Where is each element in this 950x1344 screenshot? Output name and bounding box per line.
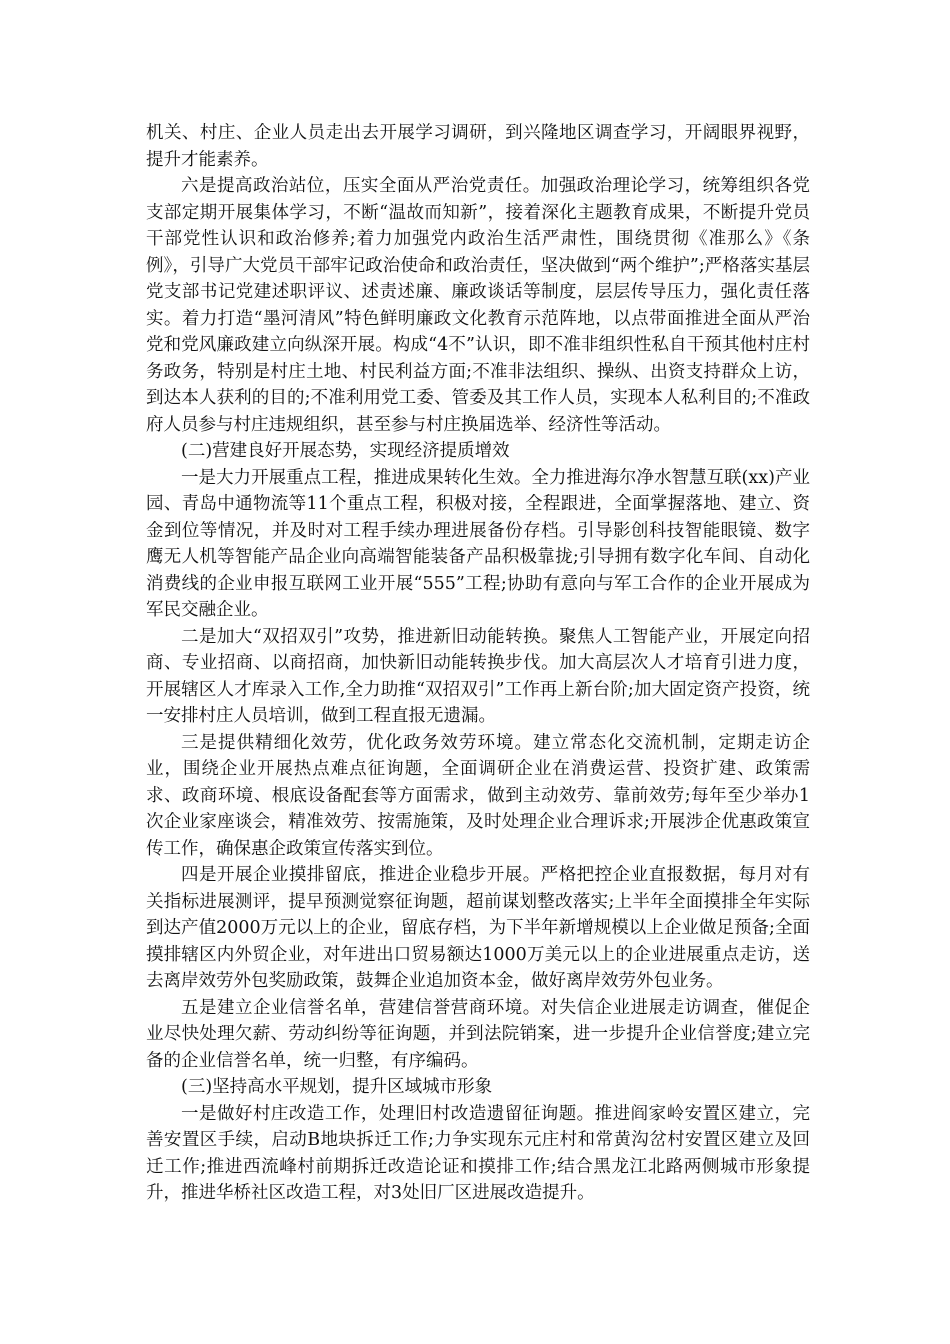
paragraph-7: 五是建立企业信誉名单，营建信誉营商环境。对失信企业进展走访调查，催促企业尽快处理欠薪、劳动纠纷等征询题，并到法院销案，进一步提升企业信誉度;建立完备的企业信誉名单，统一归整，有序编码。 xyxy=(146,997,810,1071)
section-heading-3: (三)坚持高水平规划，提升区域城市形象 xyxy=(181,1077,493,1097)
paragraph-9: 一是做好村庄改造工作，处理旧村改造遗留征询题。推进阎家岭安置区建立，完善安置区手续，启动B地块拆迁工作;力争实现东元庄村和常黄沟岔村安置区建立及回迁工作;推进西流峰村前期拆迁改造论证和摸排工作;结合黑龙江北路两侧城市形象提升，推进华桥社区改造工程，对3处旧厂区进展改造提升。 xyxy=(146,1103,810,1203)
paragraph-5: 三是提供精细化效劳，优化政务效劳环境。建立常态化交流机制，定期走访企业，围绕企业开展热点难点征询题，全面调研企业在消费运营、投资扩建、政策需求、政商环境、根底设备配套等方面需求，做到主动效劳、靠前效劳;每年至少举办1次企业家座谈会，精准效劳、按需施策，及时处理企业合理诉求;开展涉企优惠政策宣传工作，确保惠企政策宣传落实到位。 xyxy=(146,732,810,859)
section-heading-2: (二)营建良好开展态势，实现经济提质增效 xyxy=(181,441,510,461)
paragraph-3: 一是大力开展重点工程，推进成果转化生效。全力推进海尔净水智慧互联(xx)产业园、青岛中通物流等11个重点工程，积极对接，全程跟进，全面掌握落地、建立、资金到位等情况，并及时对工程手续办理进展备份存档。引导影创科技智能眼镜、数字鹰无人机等智能产品企业向高端智能装备产品积极靠拢;引导拥有数字化车间、自动化消费线的企业申报互联网工业开展“555”工程;协助有意向与军工合作的企业开展成为军民交融企业。 xyxy=(146,467,810,620)
document-page xyxy=(146,120,810,1207)
paragraph-1: 六是提高政治站位，压实全面从严治党责任。加强政治理论学习，统筹组织各党支部定期开展集体学习，不断“温故而知新”，接着深化主题教育成果，不断提升党员干部党性认识和政治修养;着力加强党内政治生活严肃性，围绕贯彻《准那么》《条例》，引导广大党员干部牢记政治使命和政治责任，坚决做到“两个维护”;严格落实基层党支部书记党建述职评议、述责述廉、廉政谈话等制度，层层传导压力，强化责任落实。着力打造“墨河清风”特色鲜明廉政文化教育示范阵地，以点带面推进全面从严治党和党风廉政建立向纵深开展。构成“4不”认识，即不准非组织性私自干预其他村庄村务政务，特别是村庄土地、村民利益方面;不准非法组织、操纵、出资支持群众上访，到达本人获利的目的;不准利用党工委、管委及其工作人员，实现本人私利目的;不准政府人员参与村庄违规组织，甚至参与村庄换届选举、经济性等活动。 xyxy=(146,176,810,435)
paragraph-0: 机关、村庄、企业人员走出去开展学习调研，到兴隆地区调查学习，开阔眼界视野，提升才能素养。 xyxy=(146,123,810,170)
paragraph-6: 四是开展企业摸排留底，推进企业稳步开展。严格把控企业直报数据，每月对有关指标进展测评，提早预测觉察征询题，超前谋划整改落实;上半年全面摸排全年实际到达产值2000万元以上的企业，留底存档，为下半年新增规模以上企业做足预备;全面摸排辖区内外贸企业，对年进出口贸易额达1000万美元以上的企业进展重点走访，送去离岸效劳外包奖励政策，鼓舞企业追加资本金，做好离岸效劳外包业务。 xyxy=(146,865,810,991)
paragraph-4: 二是加大“双招双引”攻势，推进新旧动能转换。聚焦人工智能产业，开展定向招商、专业招商、以商招商，加快新旧动能转换步伐。加大高层次人才培育引进力度，开展辖区人才库录入工作,全力助推“双招双引”工作再上新台阶;加大固定资产投资，统一安排村庄人员培训，做到工程直报无遗漏。 xyxy=(146,626,810,726)
